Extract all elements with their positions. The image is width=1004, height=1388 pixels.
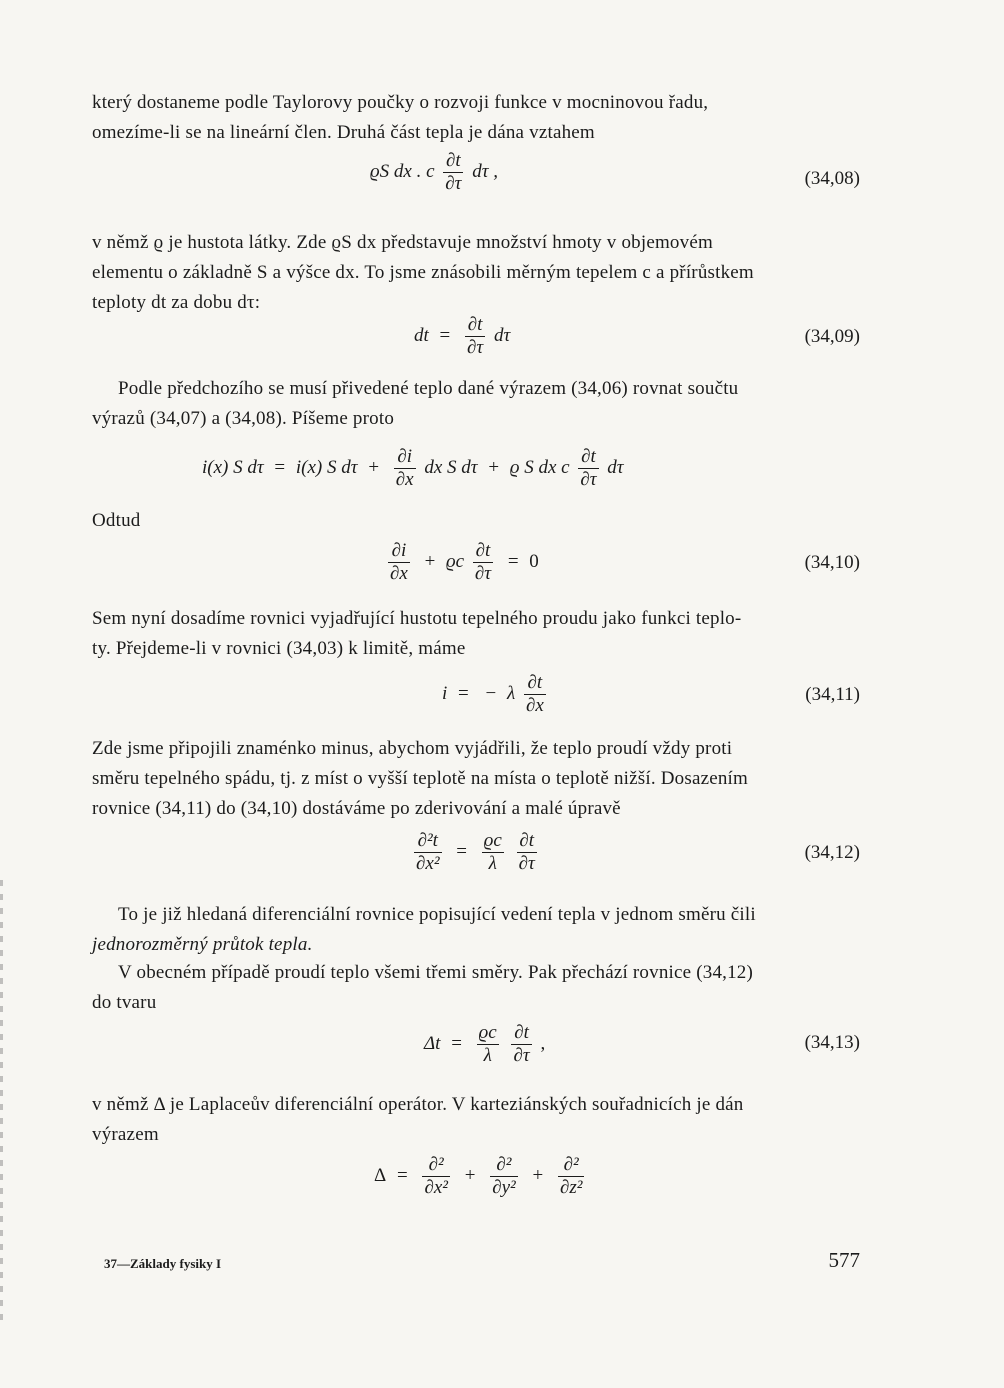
fraction-numerator: ∂² [490,1154,518,1177]
fraction-denominator: λ [483,1045,492,1066]
paragraph-laplace [92,1090,858,1150]
fraction-denominator: ∂τ [474,563,492,584]
fraction-numerator: ∂i [394,446,416,469]
text-line: V obecném případě proudí teplo všemi třemi směry. Pak přechází rovnice (34,12) [118,962,754,983]
fraction-numerator: ∂t [511,1022,531,1045]
fraction [473,540,493,585]
fraction-denominator: ∂x² [424,1177,448,1198]
fraction-numerator: ϱc [483,830,502,851]
fraction-numerator: ∂²t [414,830,442,853]
fraction-denominator: ∂y² [492,1177,516,1198]
fraction [558,1154,584,1199]
fraction-denominator: ∂τ [580,469,597,490]
eq-term: i(x) S dτ [202,456,264,478]
fraction-denominator: ∂x [390,563,408,584]
text-line: teploty dt za dobu dτ: [92,292,261,313]
eq-term: dτ [493,324,511,346]
fraction [578,446,598,491]
text-line: v němž ϱ je hustota látky. Zde ϱS dx představuje množství hmoty v objemovém [92,232,713,253]
fraction [524,672,546,717]
fraction [490,1154,518,1199]
eq-term: ϱ S dx c [509,456,570,478]
eq-term: i(x) S dτ [295,456,358,478]
fraction [422,1154,450,1199]
fraction [477,1022,499,1067]
fraction-denominator: ∂x [395,469,414,490]
fraction-numerator: ∂t [524,672,546,695]
equation-34-10: $\frac{\partial i}{\partial x}$ + ϱc $\frac{\partial t}{\partial\tau}$ = 0 [390,540,539,584]
eq-term: dτ , [472,160,499,182]
text-line: rovnice (34,11) do (34,10) dostáváme po zderivování a malé úpravě [92,798,621,819]
eq-term: dt [414,324,429,346]
fraction-denominator: ∂τ [445,173,462,194]
eq-term: dx S dτ [424,456,478,478]
eq-term: ϱc [446,550,465,572]
fraction [482,830,504,875]
paragraph-density [92,228,858,318]
fraction-numerator: ∂i [388,540,410,563]
text-line: který dostaneme podle Taylorovy poučky o rozvoji funkce v mocninovou řadu, [92,92,709,113]
text-line: výrazem [92,1124,159,1145]
text-line: v němž Δ je Laplaceův diferenciální operátor. V karteziánských souřadnicích je dán [92,1094,744,1115]
text-line: do tvaru [92,992,157,1013]
paragraph-minus-sign [92,734,858,824]
fraction-denominator: ∂τ [513,1045,530,1066]
scan-edge-marks [0,880,3,1320]
eq-term: Δ [374,1164,387,1186]
eq-term: ϱS dx . c [370,160,435,182]
text-line: Podle předchozího se musí přivedené teplo dané výrazem (34,06) rovnat součtu [118,378,739,399]
equation-34-12: $\frac{\text{∂²t}}{\text{∂x²}}$ = $\frac{ϱc}{\lambda}$ $\frac{\partial t}{\partial\tau}$ [416,830,535,874]
paragraph-three-directions [92,958,858,1018]
text-line-italic: jednorozměrný průtok tepla. [92,934,313,955]
fraction [388,540,410,585]
fraction-denominator: ∂x [525,695,544,716]
fraction-numerator: ∂² [558,1154,584,1177]
fraction-numerator: ∂² [422,1154,450,1177]
fraction-denominator: ∂x² [416,853,440,874]
text-line: Sem nyní dosadíme rovnici vyjadřující hustotu tepelného proudu jako funkci teplo- [92,608,742,629]
equation-number: (34,10) [804,552,860,573]
equation-number: (34,11) [805,684,860,705]
paragraph-substitute [92,604,858,664]
equation-34-09: dt = $\frac{\partial t}{\partial\tau}$ dτ [414,314,511,358]
fraction-numerator: ∂t [443,150,463,173]
eq-term: 0 [529,550,539,572]
fraction [517,830,537,875]
text-line: ty. Přejdeme-li v rovnici (34,03) k limitě, máme [92,638,466,659]
equation-number: (34,09) [804,326,860,347]
fraction [511,1022,531,1067]
equation-34-13: Δt = $\frac{ϱc}{\lambda}$ $\frac{\partial t}{\partial\tau}$ , [424,1022,546,1066]
fraction-denominator: λ [488,853,497,874]
fraction [414,830,442,875]
text-line: směru tepelného spádu, tj. z míst o vyšší teplotě na místa o teplotě nižší. Dosazením [92,768,749,789]
equation-34-08 [370,150,498,195]
paragraph-odtud [92,506,858,536]
fraction-denominator: ∂τ [467,337,484,358]
fraction [394,446,416,491]
fraction [443,150,463,195]
eq-term: Δt [424,1032,441,1054]
eq-term: λ [506,682,516,704]
text-line: Zde jsme připojili znaménko minus, abychom vyjádřili, že teplo proudí vždy proti [92,738,733,759]
fraction-numerator: ∂t [517,830,537,853]
equation-34-11: i = − λ $\frac{\partial t}{\partial x}$ [442,672,544,716]
equation-number: (34,08) [804,168,860,189]
eq-term: dτ [607,456,624,478]
equation-laplacian: Δ = $\frac{\text{∂²}}{\text{∂x²}}$ + $\frac{\text{∂²}}{\text{∂y²}}$ + $\frac{\text{∂²}}{\text{∂z²}}$ [374,1154,583,1198]
text-line: To je již hledaná diferenciální rovnice popisující vedení tepla v jednom směru čili [118,904,756,925]
text-line: omezíme-li se na lineární člen. Druhá část tepla je dána vztahem [92,122,595,143]
equation-heat-balance: i(x) S dτ = i(x) S dτ + $\frac{\partial i}{\partial x}$ dx S dτ + ϱ S dx c $\frac{\partial t}{\partial\tau}$ dτ [202,446,624,490]
fraction-numerator: ∂t [473,540,493,563]
equation-number: (34,13) [804,1032,860,1053]
eq-term: i [442,682,448,704]
fraction-denominator: ∂τ [518,853,535,874]
text-line: elementu o základně S a výšce dx. To jsme znásobili měrným tepelem c a přírůstkem [92,262,754,283]
fraction-numerator: ϱc [478,1022,497,1043]
fraction [465,314,485,359]
text-line: Odtud [92,510,141,531]
text-line: výrazů (34,07) a (34,08). Píšeme proto [92,408,395,429]
paragraph-balance [92,374,858,434]
page-number: 577 [828,1248,860,1272]
fraction-denominator: ∂z² [559,1177,583,1198]
fraction-numerator: ∂t [578,446,598,469]
paragraph-one-dimensional [92,900,858,960]
footer-signature: 37—Základy fysiky I [104,1256,222,1271]
fraction-numerator: ∂t [465,314,485,337]
paragraph-taylor [92,88,858,148]
equation-number: (34,12) [804,842,860,863]
